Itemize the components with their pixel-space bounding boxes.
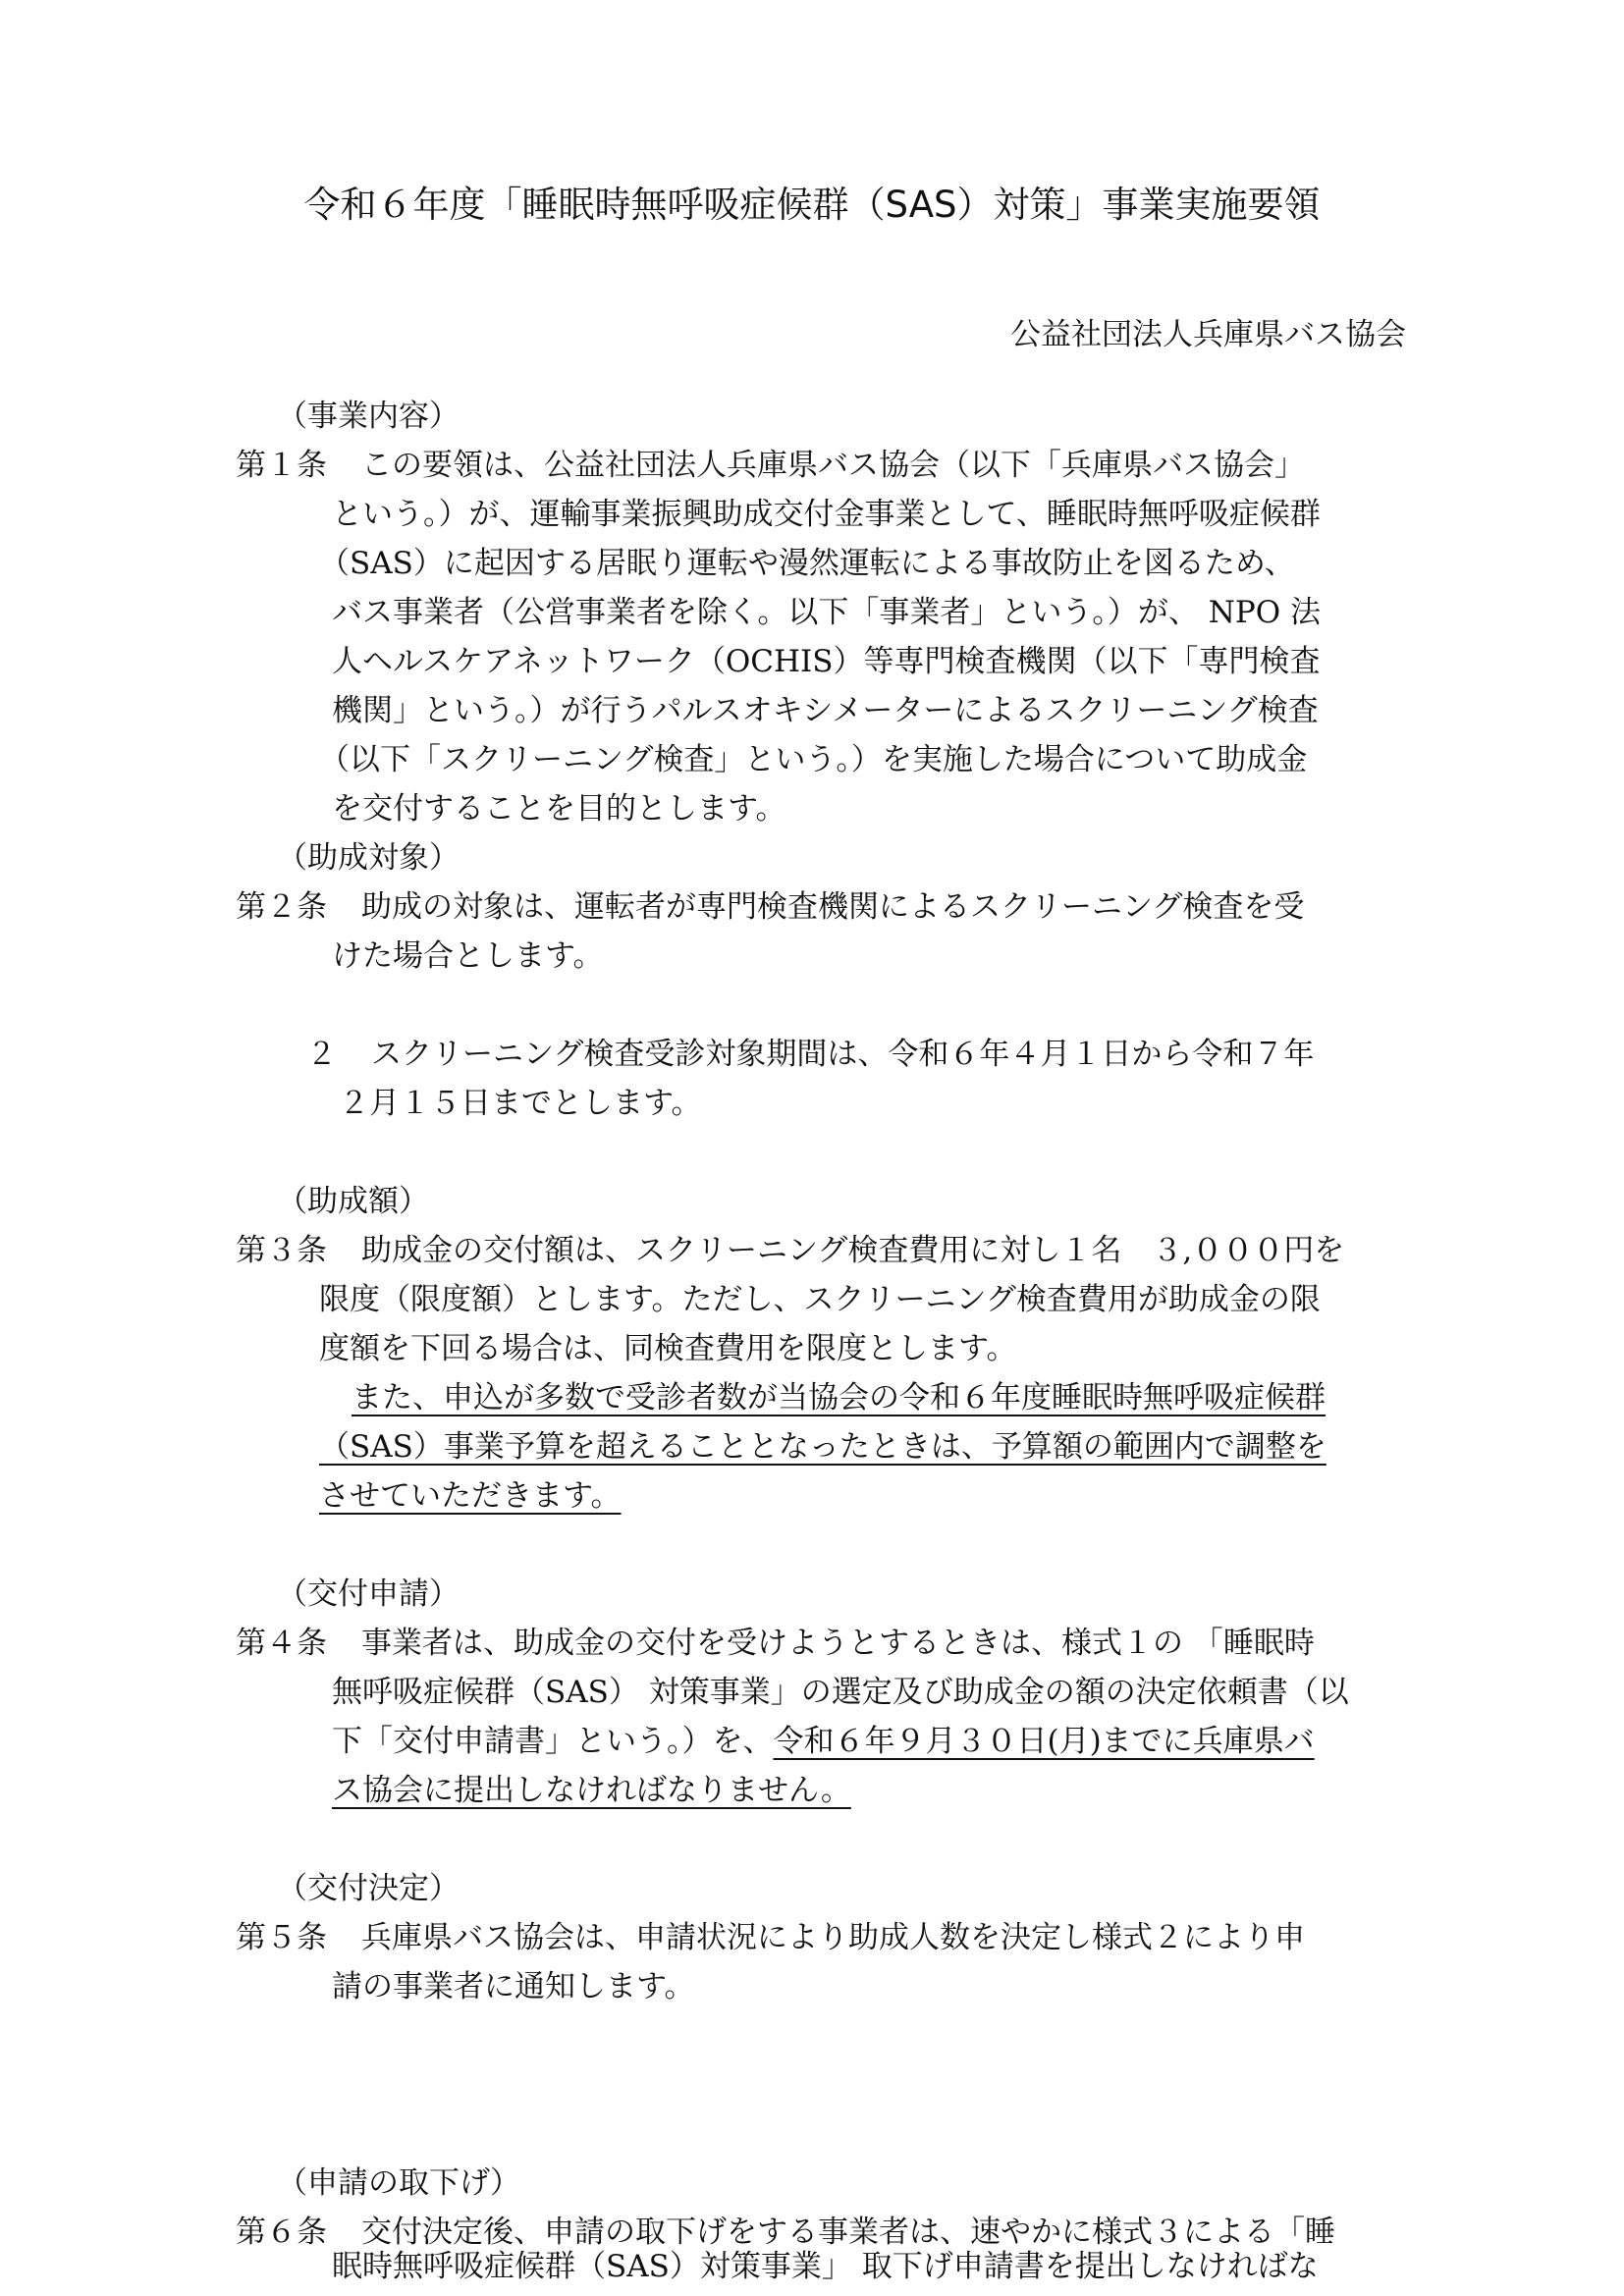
organization-name: 公益社団法人兵庫県バス協会 <box>1010 317 1406 352</box>
article-4-line-2: 無呼吸症候群（SAS） 対策事業」の選定及び助成金の額の決定依頼書（以 <box>332 1675 1349 1710</box>
article-1-line-5: 人ヘルスケアネットワーク（OCHIS）等専門検査機関（以下「専門検査 <box>332 644 1321 679</box>
article-1-line-1: この要領は、公益社団法人兵庫県バス協会（以下「兵庫県バス協会」 <box>361 448 1305 483</box>
article-1-line-7: （以下「スクリーニング検査」という。）を実施した場合について助成金 <box>319 742 1308 777</box>
article-2-paragraph-number: ２ <box>306 1037 337 1072</box>
article-1-line-3: （SAS）に起因する居眠り運転や漫然運転による事故防止を図るため、 <box>319 546 1295 581</box>
article-1-line-6: 機関」という。）が行うパルスオキシメーターによるスクリーニング検査 <box>332 693 1319 728</box>
article-4-line-4: ス協会に提出しなければなりません。 <box>332 1773 851 1808</box>
article-1-line-8: を交付することを目的とします。 <box>332 791 786 827</box>
article-4-line-1: 事業者は、助成金の交付を受けようとするときは、様式１の 「睡眠時 <box>361 1626 1315 1661</box>
article-5-line-1: 兵庫県バス協会は、申請状況により助成人数を決定し様式２により申 <box>361 1920 1305 1955</box>
article-1-line-2: という。）が、運輸事業振興助成交付金事業として、睡眠時無呼吸症候群 <box>332 497 1321 532</box>
article-number-5: 第５条 <box>236 1920 327 1955</box>
section-heading-2: （助成対象） <box>277 840 460 876</box>
article-5-line-2: 請の事業者に通知します。 <box>332 1969 695 2004</box>
article-number-1: 第１条 <box>236 448 327 483</box>
article-1-line-4: バス事業者（公営事業者を除く。以下「事業者」という。）が、 NPO 法 <box>332 595 1321 630</box>
article-4-deadline: 令和６年９月３０日(月)までに兵庫県バ <box>773 1724 1315 1759</box>
article-3-underlined-line-3: させていただきます。 <box>319 1478 622 1514</box>
article-6-line-1: 交付決定後、申請の取下げをする事業者は、速やかに様式３による「睡 <box>361 2215 1335 2250</box>
page-title: 令和６年度「睡眠時無呼吸症候群（SAS）対策」事業実施要領 <box>303 184 1321 226</box>
article-3-line-2: 限度（限度額）とします。ただし、スクリーニング検査費用が助成金の限 <box>319 1282 1321 1317</box>
section-heading-1: （事業内容） <box>277 399 460 434</box>
article-3-line-3: 度額を下回る場合は、同検査費用を限度とします。 <box>319 1331 1017 1366</box>
article-3-line-1: 助成金の交付額は、スクリーニング検査費用に対し１名 ３,０００円を <box>361 1233 1345 1268</box>
article-number-3: 第３条 <box>236 1233 327 1268</box>
article-3-underlined-line-2: （SAS）事業予算を超えることとなったときは、予算額の範囲内で調整を <box>319 1429 1326 1465</box>
article-number-6: 第６条 <box>236 2215 327 2250</box>
article-6-line-2: 眠時無呼吸症候群（SAS）対策事業」 取下げ申請書を提出しなければな <box>332 2249 1319 2284</box>
article-2-line-1: 助成の対象は、運転者が専門検査機関によるスクリーニング検査を受 <box>361 889 1305 925</box>
article-4-line-3-start: 下「交付申請書」という。）を、 <box>332 1724 774 1759</box>
section-heading-4: （交付申請） <box>277 1576 460 1612</box>
article-2-paragraph-line-1: スクリーニング検査受診対象期間は、令和６年４月１日から令和７年 <box>371 1037 1315 1072</box>
article-number-4: 第４条 <box>236 1626 327 1661</box>
article-3-underlined-line-1: また、申込が多数で受診者数が当協会の令和６年度睡眠時無呼吸症候群 <box>352 1380 1326 1415</box>
article-2-line-2: けた場合とします。 <box>332 938 604 974</box>
article-4-line-3 <box>332 1716 1315 1767</box>
article-2-paragraph-line-2: ２月１５日までとします。 <box>339 1086 702 1121</box>
section-heading-6: （申請の取下げ） <box>277 2165 520 2201</box>
section-heading-5: （交付決定） <box>277 1871 460 1906</box>
article-number-2: 第２条 <box>236 889 327 925</box>
section-heading-3: （助成額） <box>277 1184 429 1219</box>
